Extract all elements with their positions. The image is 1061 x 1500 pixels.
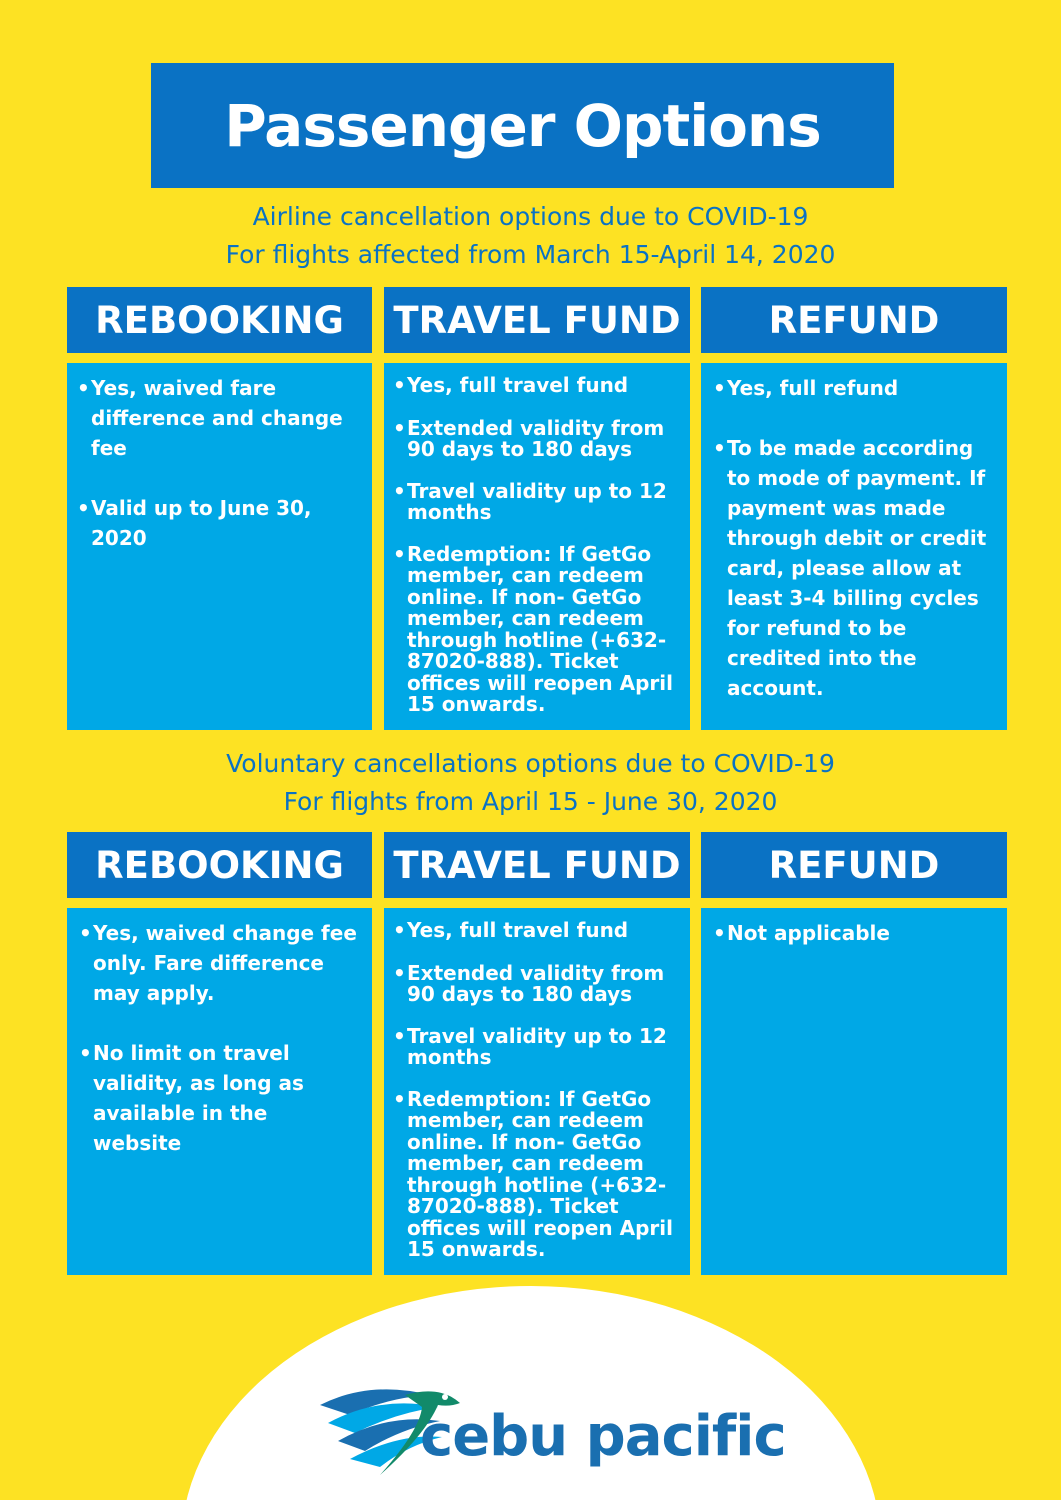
list-item: • Redemption: If GetGo member, can redeem online. If non- GetGo member, can redeem through hotline (+632-87020-888). Ticket offices will reopen April 15 onwards. [393, 544, 680, 716]
section1-header-refund: REFUND [701, 287, 1007, 353]
list-item: • Yes, full travel fund [393, 375, 680, 397]
page-title: Passenger Options [224, 91, 821, 160]
section1-header-rebooking: REBOOKING [67, 287, 372, 353]
list-item: • Yes, full travel fund [393, 920, 680, 942]
section1-subtitle-2: For flights affected from March 15-April 14, 2020 [225, 240, 836, 269]
section1-header-travel-fund: TRAVEL FUND [384, 287, 690, 353]
title-banner [151, 63, 894, 188]
list-item: • Travel validity up to 12 months [393, 481, 680, 524]
section1-body-travel-fund [384, 363, 690, 730]
brand-logo-text: cebu pacific [420, 1404, 786, 1469]
list-item: • Extended validity from 90 days to 180 days [393, 418, 680, 461]
list-item: • Extended validity from 90 days to 180 days [393, 963, 680, 1006]
list-item: • Yes, full refund [713, 373, 997, 403]
list-item: • Yes, waived change fee only. Fare difference may apply. [79, 918, 362, 1008]
section2-body-refund [701, 908, 1007, 1275]
section2-subtitle-2: For flights from April 15 - June 30, 2020 [283, 787, 778, 816]
list-item: • Redemption: If GetGo member, can redeem online. If non- GetGo member, can redeem through hotline (+632-87020-888). Ticket offices will reopen April 15 onwards. [393, 1089, 680, 1261]
section2-header-refund: REFUND [701, 832, 1007, 898]
list-item: • No limit on travel validity, as long as available in the website [79, 1038, 362, 1158]
section1-subtitle-1: Airline cancellation options due to COVID-19 [252, 202, 809, 231]
section2-header-rebooking: REBOOKING [67, 832, 372, 898]
list-item: • Travel validity up to 12 months [393, 1026, 680, 1069]
list-item: • To be made according to mode of payment. If payment was made through debit or credit card, please allow at least 3-4 billing cycles for refund to be credited into the account. [713, 433, 997, 703]
section2-subtitle-1: Voluntary cancellations options due to COVID-19 [226, 749, 835, 778]
section1-body-refund [701, 363, 1007, 730]
section1-body-rebooking [67, 363, 372, 730]
section2-body-rebooking [67, 908, 372, 1275]
list-item: • Not applicable [713, 918, 997, 948]
list-item: • Yes, waived fare difference and change fee [77, 373, 362, 463]
list-item: • Valid up to June 30, 2020 [77, 493, 362, 553]
section2-header-travel-fund: TRAVEL FUND [384, 832, 690, 898]
section2-body-travel-fund [384, 908, 690, 1275]
